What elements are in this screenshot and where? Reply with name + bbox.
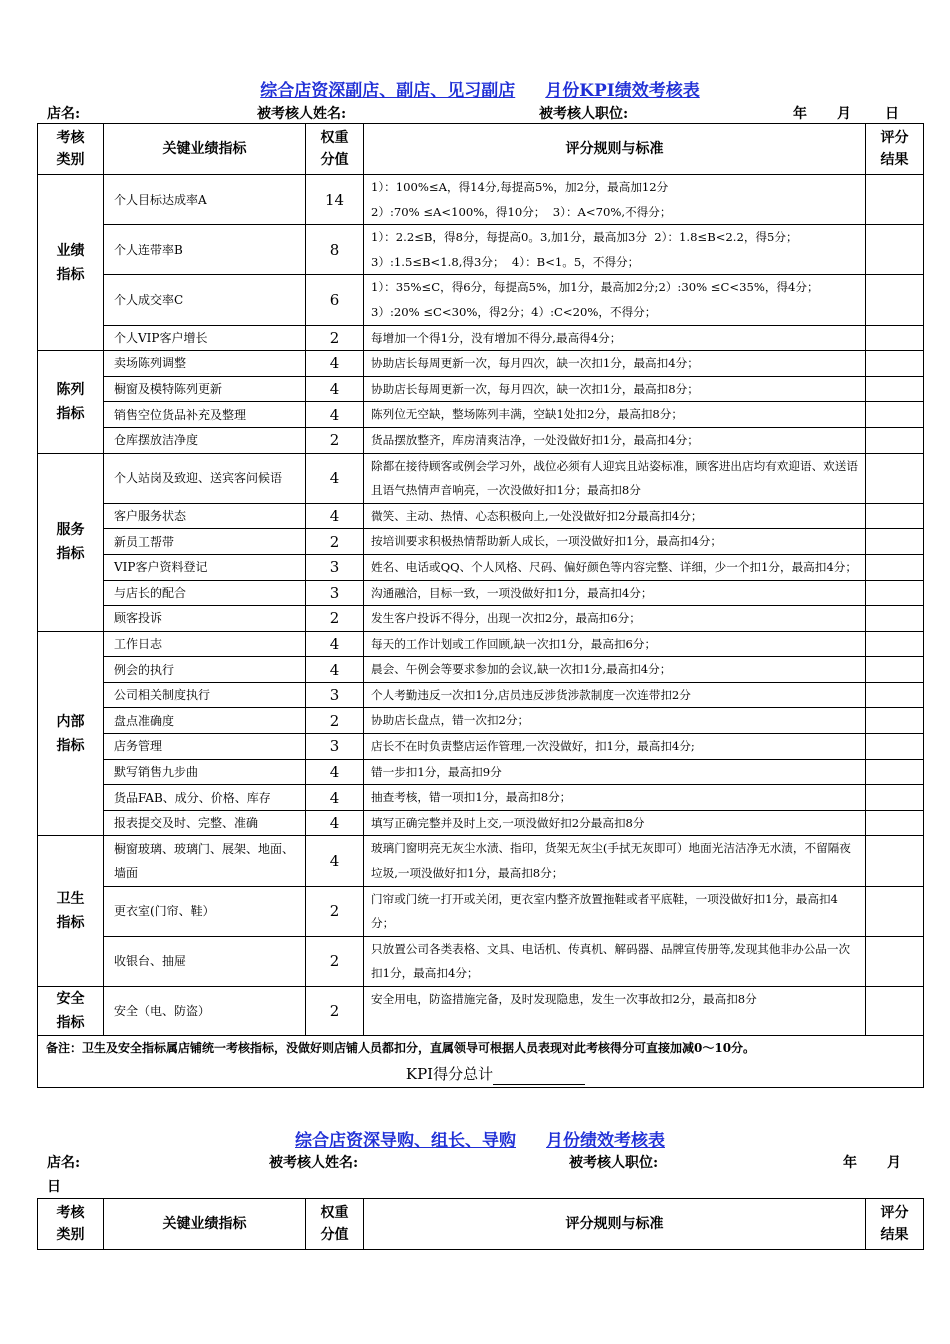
rule-cell: 1）：35%≤C，得6分，每提高5%，加1分，最高加2分;2）:30% ≤C<35%，得4分； 3）:20% ≤C<30%，得2分；4）:C<20%，不得分；: [364, 275, 866, 325]
rule-cell: 填写正确完整并及时上交,一项没做好扣2分最高扣8分: [364, 810, 866, 836]
rule-cell: 发生客户投诉不得分，出现一次扣2分，最高扣6分；: [364, 606, 866, 632]
indicator-cell: 默写销售九步曲: [104, 759, 306, 785]
score-result-cell[interactable]: [866, 453, 924, 503]
indicator-cell: 新员工帮带: [104, 529, 306, 555]
form2-header-weight: 权重 分值: [306, 1199, 364, 1250]
kpi-row: [38, 886, 924, 936]
rule-cell: 安全用电，防盗措施完备，及时发现隐患，发生一次事故扣2分，最高扣8分: [364, 987, 866, 1036]
header-indicator: 关键业绩指标: [104, 124, 306, 175]
rule-cell: 协助店长每周更新一次，每月四次，缺一次扣1分，最高扣8分；: [364, 376, 866, 402]
kpi-row: [38, 225, 924, 275]
indicator-cell: 销售空位货品补充及整理: [104, 402, 306, 428]
weight-cell: 4: [306, 402, 364, 428]
rule-cell: 除都在接待顾客或例会学习外，战位必须有人迎宾且站姿标准，顾客进出店均有欢迎语、欢送语且语气热情声音响亮，一次没做好扣1分；最高扣8分: [364, 453, 866, 503]
kpi-row: [38, 376, 924, 402]
rule-cell: 个人考勤违反一次扣1分,店员违反涉货涉款制度一次连带扣2分: [364, 682, 866, 708]
category-cell: 陈列 指标: [38, 351, 104, 453]
kpi-row: [38, 529, 924, 555]
weight-cell: 2: [306, 987, 364, 1036]
day-label: 日: [885, 106, 899, 122]
form2-header-rules: 评分规则与标准: [364, 1199, 866, 1250]
score-result-cell[interactable]: [866, 785, 924, 811]
weight-cell: 2: [306, 936, 364, 986]
rule-cell: 沟通融洽，目标一致，一项没做好扣1分，最高扣4分；: [364, 580, 866, 606]
weight-cell: 2: [306, 325, 364, 351]
rule-cell: 陈列位无空缺，整场陈列丰满，空缺1处扣2分，最高扣8分；: [364, 402, 866, 428]
kpi-row: [38, 836, 924, 886]
indicator-cell: 个人VIP客户增长: [104, 325, 306, 351]
weight-cell: 3: [306, 580, 364, 606]
rule-cell: 店长不在时负责整店运作管理,一次没做好，扣1分，最高扣4分;: [364, 734, 866, 760]
month-label: 月: [837, 106, 851, 122]
weight-cell: 3: [306, 554, 364, 580]
kpi-row: [38, 402, 924, 428]
rule-cell: 晨会、午例会等要求参加的会议,缺一次扣1分,最高扣4分；: [364, 657, 866, 683]
indicator-cell: 盘点准确度: [104, 708, 306, 734]
kpi-row: [38, 936, 924, 986]
table-header-row: [38, 124, 924, 175]
weight-cell: 8: [306, 225, 364, 275]
note-row: [38, 1036, 924, 1062]
kpi-row: [38, 325, 924, 351]
score-result-cell[interactable]: [866, 734, 924, 760]
score-result-cell[interactable]: [866, 682, 924, 708]
rule-cell: 1）：2.2≤B，得8分，每提高0。3,加1分，最高加3分 2）：1.8≤B<2.2，得5分； 3）:1.5≤B<1.8,得3分； 4）：B<1。5，不得分；: [364, 225, 866, 275]
store-label: 店名:: [47, 106, 81, 122]
kpi-row: [38, 453, 924, 503]
kpi-row: [38, 351, 924, 377]
form2-header-category: 考核 类别: [38, 1199, 104, 1250]
score-result-cell[interactable]: [866, 554, 924, 580]
form2-meta: [47, 1152, 913, 1195]
assessee-name-label: 被考核人姓名:: [257, 106, 347, 122]
indicator-cell: 与店长的配合: [104, 580, 306, 606]
rule-cell: 货品摆放整齐，库房清爽洁净，一处没做好扣1分，最高扣4分；: [364, 427, 866, 453]
note-text: 备注：卫生及安全指标属店铺统一考核指标，没做好则店铺人员都扣分，直属领导可根据人员表现对此考核得分可直接加减0～10分。: [38, 1036, 924, 1062]
weight-cell: 4: [306, 836, 364, 886]
weight-cell: 3: [306, 734, 364, 760]
form2-assessee-name-label: 被考核人姓名:: [269, 1155, 359, 1171]
kpi-row: [38, 554, 924, 580]
form2-header-row: [38, 1199, 924, 1250]
kpi-row: [38, 631, 924, 657]
form2-title: [37, 1126, 923, 1151]
score-result-cell[interactable]: [866, 503, 924, 529]
header-category: 考核 类别: [38, 124, 104, 175]
weight-cell: 2: [306, 886, 364, 936]
form2-header-result: 评分 结果: [866, 1199, 924, 1250]
kpi-total: [38, 1062, 924, 1088]
weight-cell: 4: [306, 503, 364, 529]
indicator-cell: 安全（电、防盗）: [104, 987, 306, 1036]
category-cell: 安全 指标: [38, 987, 104, 1036]
weight-cell: 6: [306, 275, 364, 325]
rule-cell: 每增加一个得1分，没有增加不得分,最高得4分；: [364, 325, 866, 351]
score-result-cell[interactable]: [866, 351, 924, 377]
rule-cell: 抽查考核，错一项扣1分，最高扣8分；: [364, 785, 866, 811]
score-result-cell[interactable]: [866, 175, 924, 225]
weight-cell: 2: [306, 427, 364, 453]
weight-cell: 2: [306, 529, 364, 555]
score-result-cell[interactable]: [866, 836, 924, 886]
kpi-total-blank: [493, 1068, 585, 1085]
form2-month-label: 月: [887, 1155, 901, 1171]
rule-cell: 协助店长盘点，错一次扣2分；: [364, 708, 866, 734]
category-cell: 内部 指标: [38, 631, 104, 836]
weight-cell: 4: [306, 631, 364, 657]
weight-cell: 3: [306, 682, 364, 708]
score-result-cell[interactable]: [866, 657, 924, 683]
score-result-cell[interactable]: [866, 606, 924, 632]
rule-cell: 玻璃门窗明亮无灰尘水渍、指印，货架无灰尘(手拭无灰即可）地面光洁洁净无水渍，不留隔夜垃圾,一项没做好扣1分，最高扣8分；: [364, 836, 866, 886]
kpi-row: [38, 175, 924, 225]
indicator-cell: 客户服务状态: [104, 503, 306, 529]
header-rules: 评分规则与标准: [364, 124, 866, 175]
score-result-cell[interactable]: [866, 225, 924, 275]
weight-cell: 2: [306, 708, 364, 734]
rule-cell: 每天的工作计划或工作回顾,缺一次扣1分，最高扣6分；: [364, 631, 866, 657]
form2-header-indicator: 关键业绩指标: [104, 1199, 306, 1250]
indicator-cell: 橱窗玻璃、玻璃门、展架、地面、墙面: [104, 836, 306, 886]
indicator-cell: 个人目标达成率A: [104, 175, 306, 225]
score-result-cell[interactable]: [866, 376, 924, 402]
kpi-table-body: [38, 175, 924, 1036]
indicator-cell: VIP客户资料登记: [104, 554, 306, 580]
indicator-cell: 个人成交率C: [104, 275, 306, 325]
score-result-cell[interactable]: [866, 886, 924, 936]
kpi-row: [38, 759, 924, 785]
indicator-cell: 货品FAB、成分、价格、库存: [104, 785, 306, 811]
rule-cell: 门帘或门统一打开或关闭，更衣室内整齐放置拖鞋或者平底鞋，一项没做好扣1分，最高扣4分；: [364, 886, 866, 936]
kpi-row: [38, 503, 924, 529]
rule-cell: 1）：100%≤A，得14分,每提高5%，加2分，最高加12分 2）:70% ≤A<100%，得10分； 3）：A<70%,不得分；: [364, 175, 866, 225]
header-result: 评分 结果: [866, 124, 924, 175]
form1-title: [37, 76, 923, 101]
score-result-cell[interactable]: [866, 936, 924, 986]
assessee-position-label: 被考核人职位:: [539, 106, 629, 122]
kpi-row: [38, 785, 924, 811]
indicator-cell: 收银台、抽屉: [104, 936, 306, 986]
weight-cell: 4: [306, 376, 364, 402]
header-weight: 权重 分值: [306, 124, 364, 175]
kpi-row: [38, 734, 924, 760]
score-result-cell[interactable]: [866, 402, 924, 428]
indicator-cell: 工作日志: [104, 631, 306, 657]
weight-cell: 4: [306, 785, 364, 811]
kpi-total-label: KPI得分总计: [405, 1065, 494, 1084]
kpi-row: [38, 708, 924, 734]
score-result-cell[interactable]: [866, 631, 924, 657]
kpi-row: [38, 427, 924, 453]
category-cell: 服务 指标: [38, 453, 104, 631]
rule-cell: 错一步扣1分，最高扣9分: [364, 759, 866, 785]
indicator-cell: 顾客投诉: [104, 606, 306, 632]
kpi-row: [38, 810, 924, 836]
weight-cell: 4: [306, 759, 364, 785]
form2-year-label: 年: [843, 1155, 857, 1171]
score-result-cell[interactable]: [866, 275, 924, 325]
indicator-cell: 店务管理: [104, 734, 306, 760]
form2-store-label: 店名:: [47, 1155, 81, 1171]
category-cell: 业绩 指标: [38, 175, 104, 351]
category-cell: 卫生 指标: [38, 836, 104, 987]
form2-table: [37, 1198, 924, 1250]
weight-cell: 2: [306, 606, 364, 632]
indicator-cell: 仓库摆放洁净度: [104, 427, 306, 453]
score-result-cell[interactable]: [866, 529, 924, 555]
rule-cell: 微笑、主动、热情、心态积极向上,一处没做好扣2分最高扣4分；: [364, 503, 866, 529]
form1-title-suffix: 月份KPI绩效考核表: [545, 81, 700, 101]
indicator-cell: 报表提交及时、完整、准确: [104, 810, 306, 836]
weight-cell: 4: [306, 351, 364, 377]
total-row: [38, 1062, 924, 1088]
rule-cell: 协助店长每周更新一次，每月四次，缺一次扣1分，最高扣4分；: [364, 351, 866, 377]
indicator-cell: 橱窗及模特陈列更新: [104, 376, 306, 402]
form2-day-label: 日: [47, 1179, 61, 1195]
form1-title-main: 综合店资深副店、副店、见习副店: [260, 81, 516, 101]
indicator-cell: 个人站岗及致迎、送宾客问候语: [104, 453, 306, 503]
indicator-cell: 例会的执行: [104, 657, 306, 683]
kpi-row: [38, 657, 924, 683]
score-result-cell[interactable]: [866, 759, 924, 785]
kpi-row: [38, 580, 924, 606]
year-label: 年: [793, 106, 807, 122]
weight-cell: 4: [306, 453, 364, 503]
score-result-cell[interactable]: [866, 810, 924, 836]
indicator-cell: 公司相关制度执行: [104, 682, 306, 708]
weight-cell: 14: [306, 175, 364, 225]
kpi-row: [38, 275, 924, 325]
indicator-cell: 个人连带率B: [104, 225, 306, 275]
form2-title-suffix: 月份绩效考核表: [546, 1131, 665, 1151]
indicator-cell: 更衣室(门帘、鞋）: [104, 886, 306, 936]
rule-cell: 只放置公司各类表格、文具、电话机、传真机、解码器、品牌宣传册等,发现其他非办公品一次扣1分，最高扣4分；: [364, 936, 866, 986]
kpi-table: [37, 123, 924, 1088]
rule-cell: 按培训要求积极热情帮助新人成长，一项没做好扣1分，最高扣4分；: [364, 529, 866, 555]
kpi-row: [38, 987, 924, 1036]
score-result-cell[interactable]: [866, 427, 924, 453]
weight-cell: 4: [306, 810, 364, 836]
weight-cell: 4: [306, 657, 364, 683]
score-result-cell[interactable]: [866, 325, 924, 351]
score-result-cell[interactable]: [866, 987, 924, 1036]
score-result-cell[interactable]: [866, 708, 924, 734]
kpi-row: [38, 682, 924, 708]
form2-title-main: 综合店资深导购、组长、导购: [295, 1131, 516, 1151]
indicator-cell: 卖场陈列调整: [104, 351, 306, 377]
kpi-row: [38, 606, 924, 632]
form2-assessee-position-label: 被考核人职位:: [569, 1155, 659, 1171]
rule-cell: 姓名、电话或QQ、个人风格、尺码、偏好颜色等内容完整、详细，少一个扣1分，最高扣4分；: [364, 554, 866, 580]
score-result-cell[interactable]: [866, 580, 924, 606]
